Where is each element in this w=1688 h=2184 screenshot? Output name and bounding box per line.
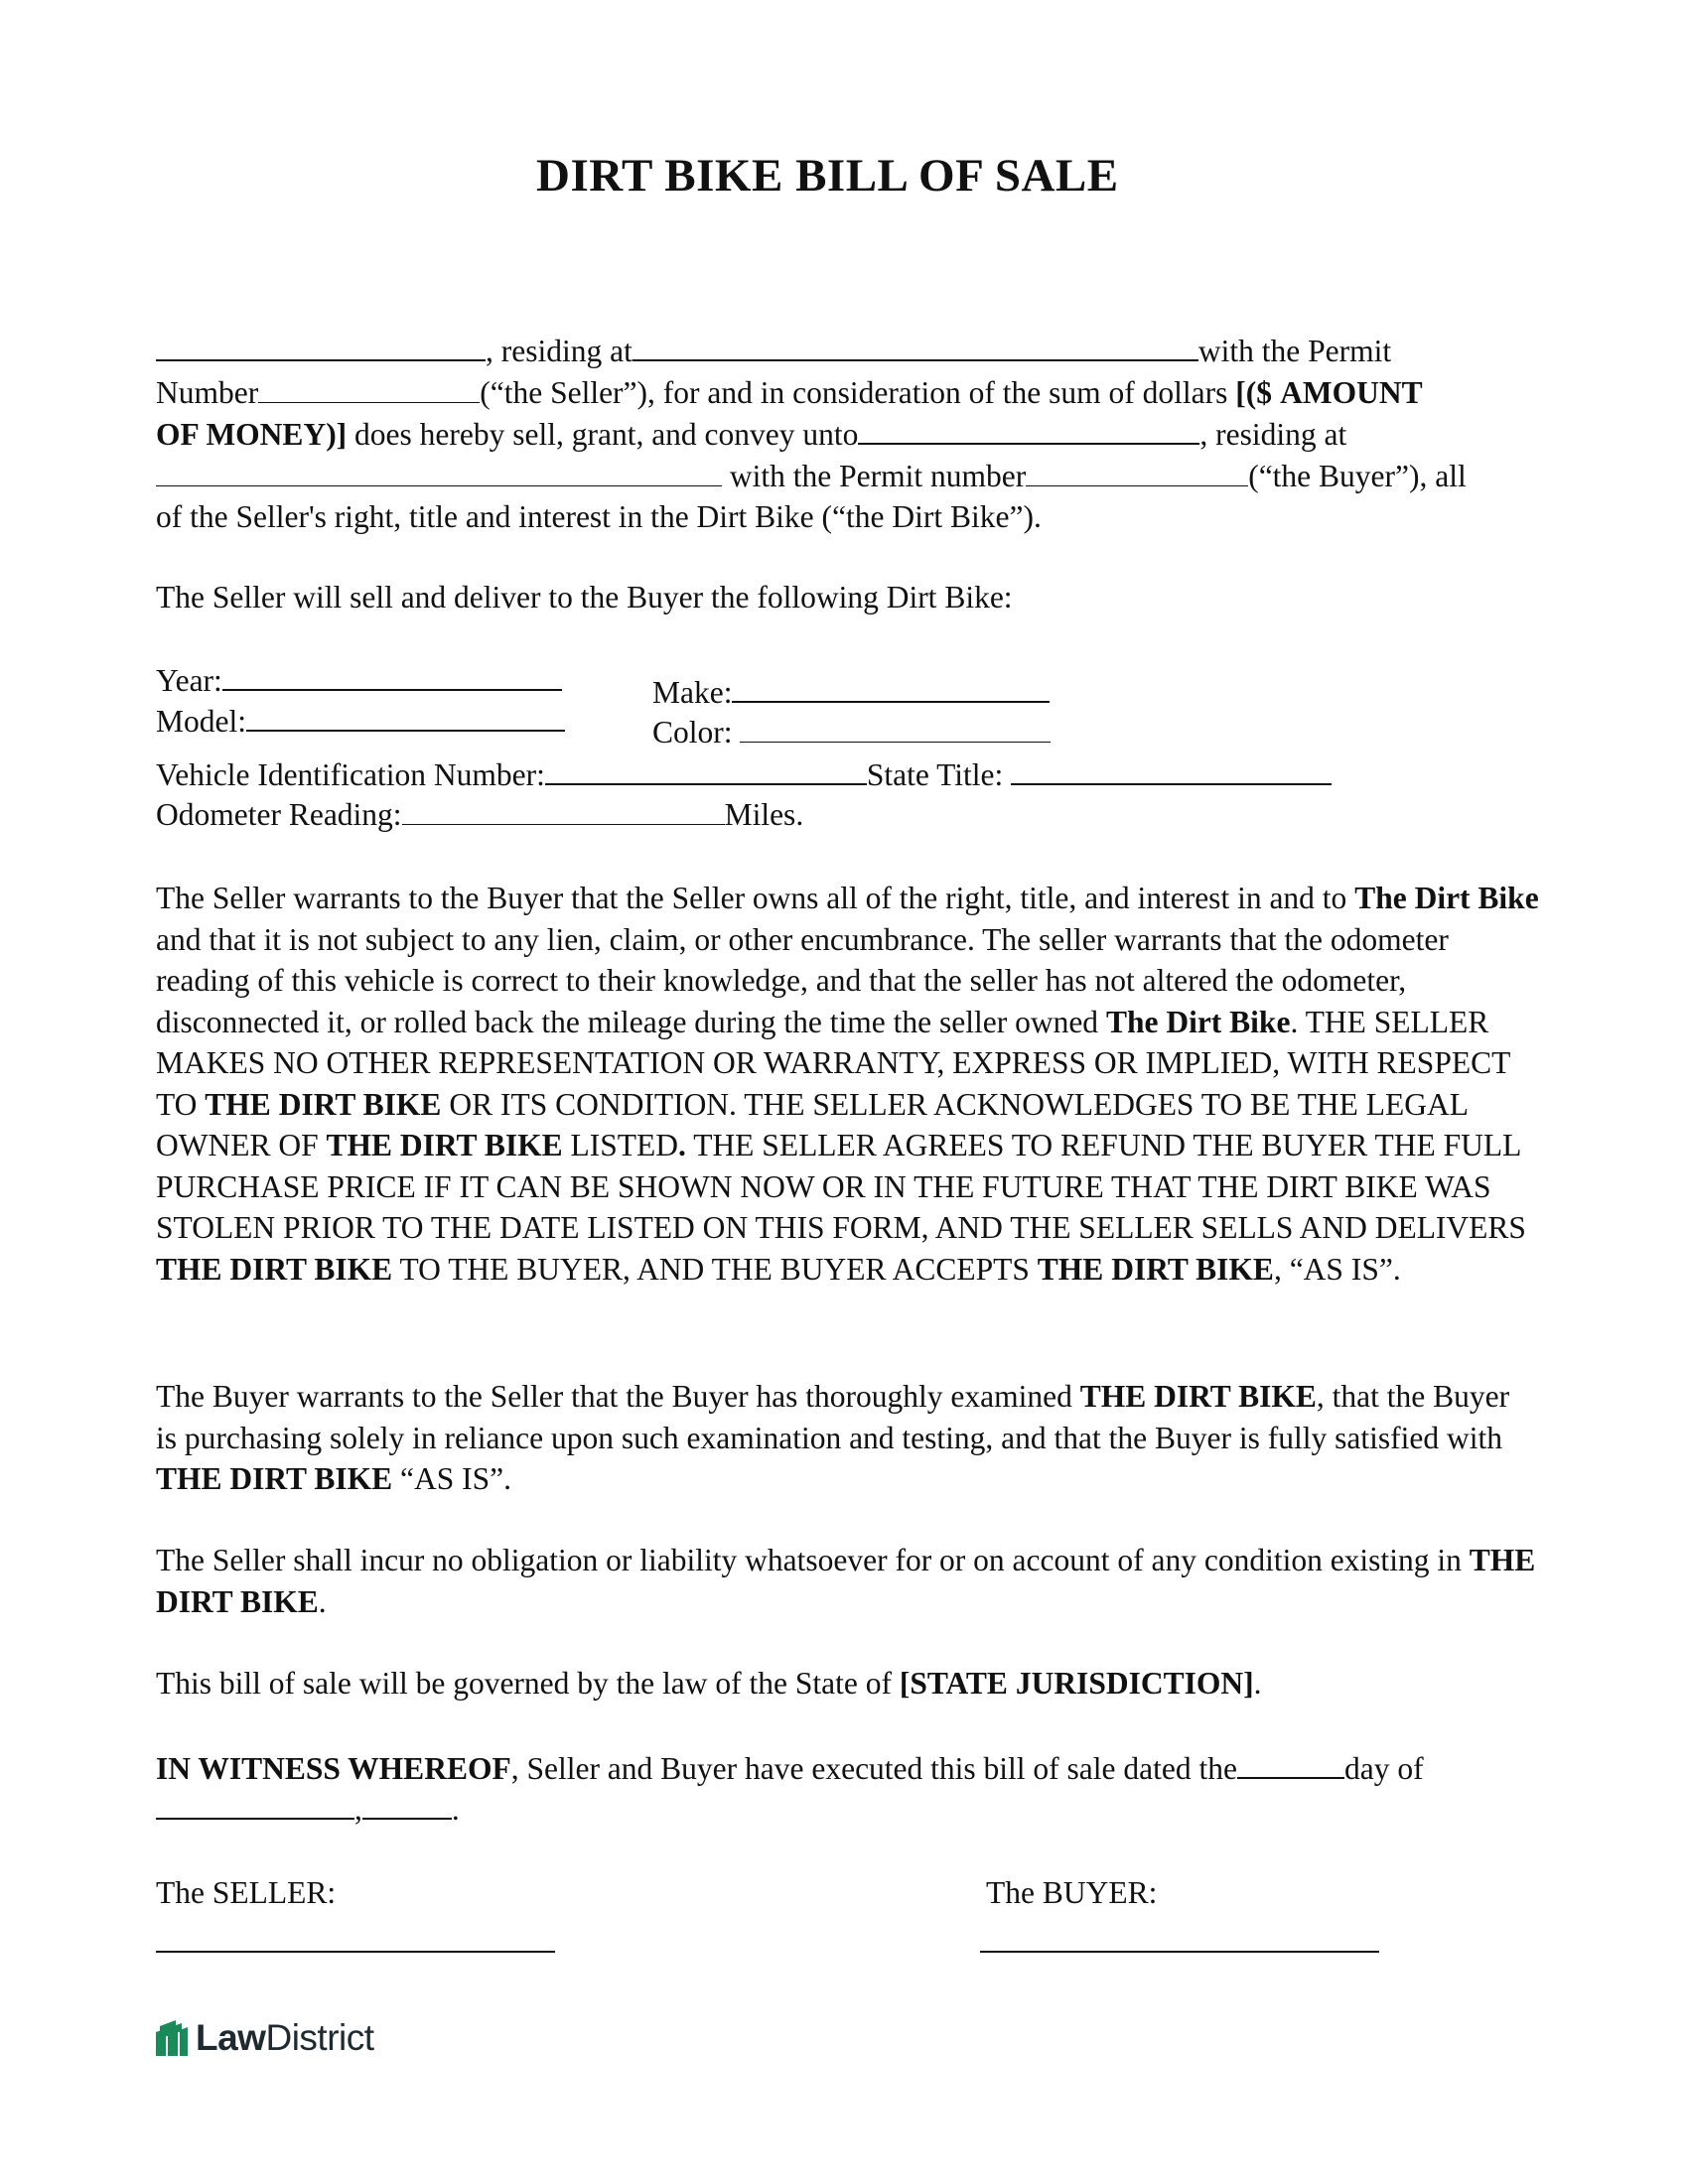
seller-signature-line[interactable] — [156, 1951, 555, 1953]
year-field: Year: — [156, 659, 562, 702]
state-title-blank[interactable] — [1011, 753, 1332, 785]
year-blank[interactable] — [222, 659, 562, 691]
seller-address-blank[interactable] — [633, 330, 1198, 361]
odometer-field: Odometer Reading: Miles. — [156, 794, 803, 836]
witness-line-1: IN WITNESS WHEREOF, Seller and Buyer have executed this bill of sale dated the day of — [156, 1747, 1424, 1790]
lawdistrict-logo: LawDistrict — [156, 2013, 374, 2063]
seller-name-blank[interactable] — [156, 330, 486, 361]
governing-law-sentence: This bill of sale will be governed by the law of the State of [STATE JURISDICTION]. — [156, 1666, 1262, 1701]
model-blank[interactable] — [246, 700, 565, 732]
lawdistrict-logo-icon — [156, 2018, 190, 2058]
buyer-signature-label: The BUYER: — [986, 1875, 1158, 1910]
deliver-sentence: The Seller will sell and deliver to the Buyer the following Dirt Bike: — [156, 580, 1013, 614]
vin-blank[interactable] — [545, 753, 867, 785]
liability-paragraph: The Seller shall incur no obligation or liability whatsoever for or on account of any condition existing in THE DIRT BIKE. — [156, 1543, 1536, 1619]
month-blank[interactable] — [156, 1788, 354, 1820]
year-sign-blank[interactable] — [362, 1788, 452, 1820]
day-blank[interactable] — [1237, 1747, 1344, 1779]
make-field: Make: — [652, 671, 1050, 714]
buyer-address-blank[interactable] — [156, 456, 722, 486]
make-blank[interactable] — [732, 671, 1050, 703]
color-field: Color: — [652, 712, 1051, 753]
vin-field: Vehicle Identification Number: State Title: — [156, 753, 1332, 796]
color-blank[interactable] — [740, 712, 1051, 743]
seller-warranty-paragraph: The Seller warrants to the Buyer that the Seller owns all of the right, title, and interest in and to The Dirt Bike and that it is not subject to any lien, claim, or other encumbrance. The seller warrants that the odometer reading of this vehicle is correct to their knowledge, and that the seller has not altered the odometer, disconnected it, or rolled back the mileage during the time the seller owned The Dirt Bike. THE SELLER MAKES NO OTHER REPRESENTATION OR WARRANTY, EXPRESS OR IMPLIED, WITH RESPECT TO THE DIRT BIKE OR ITS CONDITION. THE SELLER ACKNOWLEDGES TO BE THE LEGAL OWNER OF THE DIRT BIKE LISTED. THE SELLER AGREES TO REFUND THE BUYER THE FULL PURCHASE PRICE IF IT CAN BE SHOWN NOW OR IN THE FUTURE THAT THE DIRT BIKE WAS STOLEN PRIOR TO THE DATE LISTED ON THIS FORM, AND THE SELLER SELLS AND DELIVERS THE DIRT BIKE TO THE BUYER, AND THE BUYER ACCEPTS THE DIRT BIKE, “AS IS”. — [156, 881, 1539, 1287]
document-title: DIRT BIKE BILL OF SALE — [536, 150, 1119, 202]
seller-permit-blank[interactable] — [258, 372, 480, 403]
buyer-warranty-paragraph: The Buyer warrants to the Seller that the Buyer has thoroughly examined THE DIRT BIKE, that the Buyer is purchasing solely in reliance upon such examination and testing, and that the Buyer is fully satisfied with THE DIRT BIKE “AS IS”. — [156, 1379, 1510, 1496]
odometer-blank[interactable] — [402, 794, 725, 825]
witness-line-2: , . — [156, 1788, 460, 1831]
buyer-permit-blank[interactable] — [1026, 456, 1248, 486]
model-field: Model: — [156, 700, 565, 743]
buyer-signature-line[interactable] — [980, 1951, 1379, 1953]
seller-signature-label: The SELLER: — [156, 1875, 337, 1910]
buyer-name-blank[interactable] — [858, 413, 1199, 445]
intro-paragraph: , residing at with the Permit Number (“the Seller”), for and in consideration of the sum of dollars [($ AMOUNT OF MONEY)] does hereby sell, grant, and convey unto , residing at with the Permit number (“the Buyer”), all of the Seller's right, title and interest in the Dirt Bike (“the Dirt Bike”). — [156, 330, 1546, 538]
